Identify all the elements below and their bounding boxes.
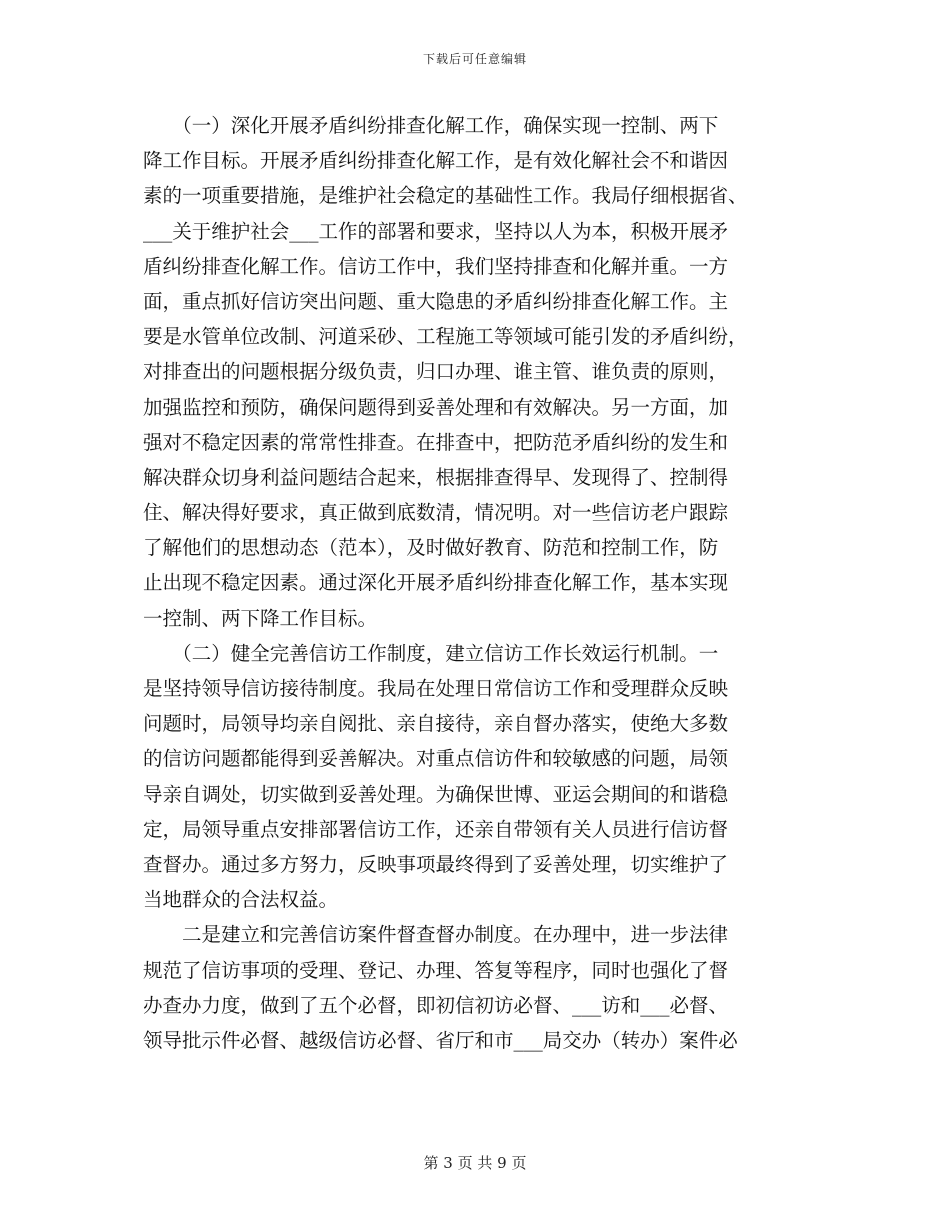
text-line: 当地群众的合法权益。 — [143, 888, 339, 912]
text-line: 的信访问题都能得到妥善解决。对重点信访件和较敏感的问题，局领 — [143, 747, 729, 771]
text-line: 了解他们的思想动态（范本），及时做好教育、防范和控制工作，防 — [143, 536, 719, 560]
text-line: 住、解决得好要求，真正做到底数清，情况明。对一些信访老户跟踪 — [143, 501, 729, 525]
text-line: 素的一项重要措施，是维护社会稳定的基础性工作。我局仔细根据省、 — [143, 184, 748, 208]
text-line: （一）深化开展矛盾纠纷排查化解工作，确保实现一控制、两下 — [143, 114, 719, 137]
text-line: 定，局领导重点安排部署信访工作，还亲自带领有关人员进行信访督 — [143, 817, 729, 841]
text-line: 是坚持领导信访接待制度。我局在处理日常信访工作和受理群众反映 — [143, 677, 729, 700]
text-line: 面，重点抓好信访突出问题、重大隐患的矛盾纠纷排查化解工作。主 — [143, 289, 729, 313]
text-line: 一控制、两下降工作目标。 — [143, 606, 378, 630]
text-line: 二是建立和完善信访案件督查督办制度。在办理中，进一步法律 — [143, 923, 729, 947]
document-body — [143, 108, 805, 1058]
text-line: ___关于维护社会___工作的部署和要求，坚持以人为本，积极开展矛 — [143, 219, 729, 243]
text-line: 办查办力度，做到了五个必督，即初信初访必督、___访和___必督、 — [143, 993, 729, 1017]
text-line: 领导批示件必督、越级信访必督、省厅和市___局交办（转办）案件必 — [143, 1028, 738, 1052]
text-line: 查督办。通过多方努力，反映事项最终得到了妥善处理，切实维护了 — [143, 852, 729, 876]
text-line: 要是水管单位改制、河道采砂、工程施工等领域可能引发的矛盾纠纷， — [143, 325, 748, 349]
text-line: 规范了信访事项的受理、登记、办理、答复等程序，同时也强化了督 — [143, 958, 729, 982]
text-line: 导亲自调处，切实做到妥善处理。为确保世博、亚运会期间的和谐稳 — [143, 782, 729, 806]
page-number: 第 3 页 共 9 页 — [423, 1154, 527, 1172]
text-line: 强对不稳定因素的常常性排查。在排查中，把防范矛盾纠纷的发生和 — [143, 430, 729, 454]
text-line: 加强监控和预防，确保问题得到妥善处理和有效解决。另一方面，加 — [143, 395, 729, 419]
text-line: 盾纠纷排查化解工作。信访工作中，我们坚持排查和化解并重。一方 — [143, 254, 729, 278]
text-line: （二）健全完善信访工作制度，建立信访工作长效运行机制。一 — [143, 641, 719, 665]
page-header: 下载后可任意编辑 — [422, 52, 527, 66]
text-line: 解决群众切身利益问题结合起来，根据排查得早、发现得了、控制得 — [143, 465, 729, 489]
text-line: 问题时，局领导均亲自阅批、亲自接待，亲自督办落实，使绝大多数 — [143, 712, 729, 736]
text-line: 对排查出的问题根据分级负责，归口办理、谁主管、谁负责的原则， — [143, 360, 729, 384]
text-line: 降工作目标。开展矛盾纠纷排查化解工作，是有效化解社会不和谐因 — [143, 149, 729, 173]
text-line: 止出现不稳定因素。通过深化开展矛盾纠纷排查化解工作，基本实现 — [143, 571, 729, 595]
